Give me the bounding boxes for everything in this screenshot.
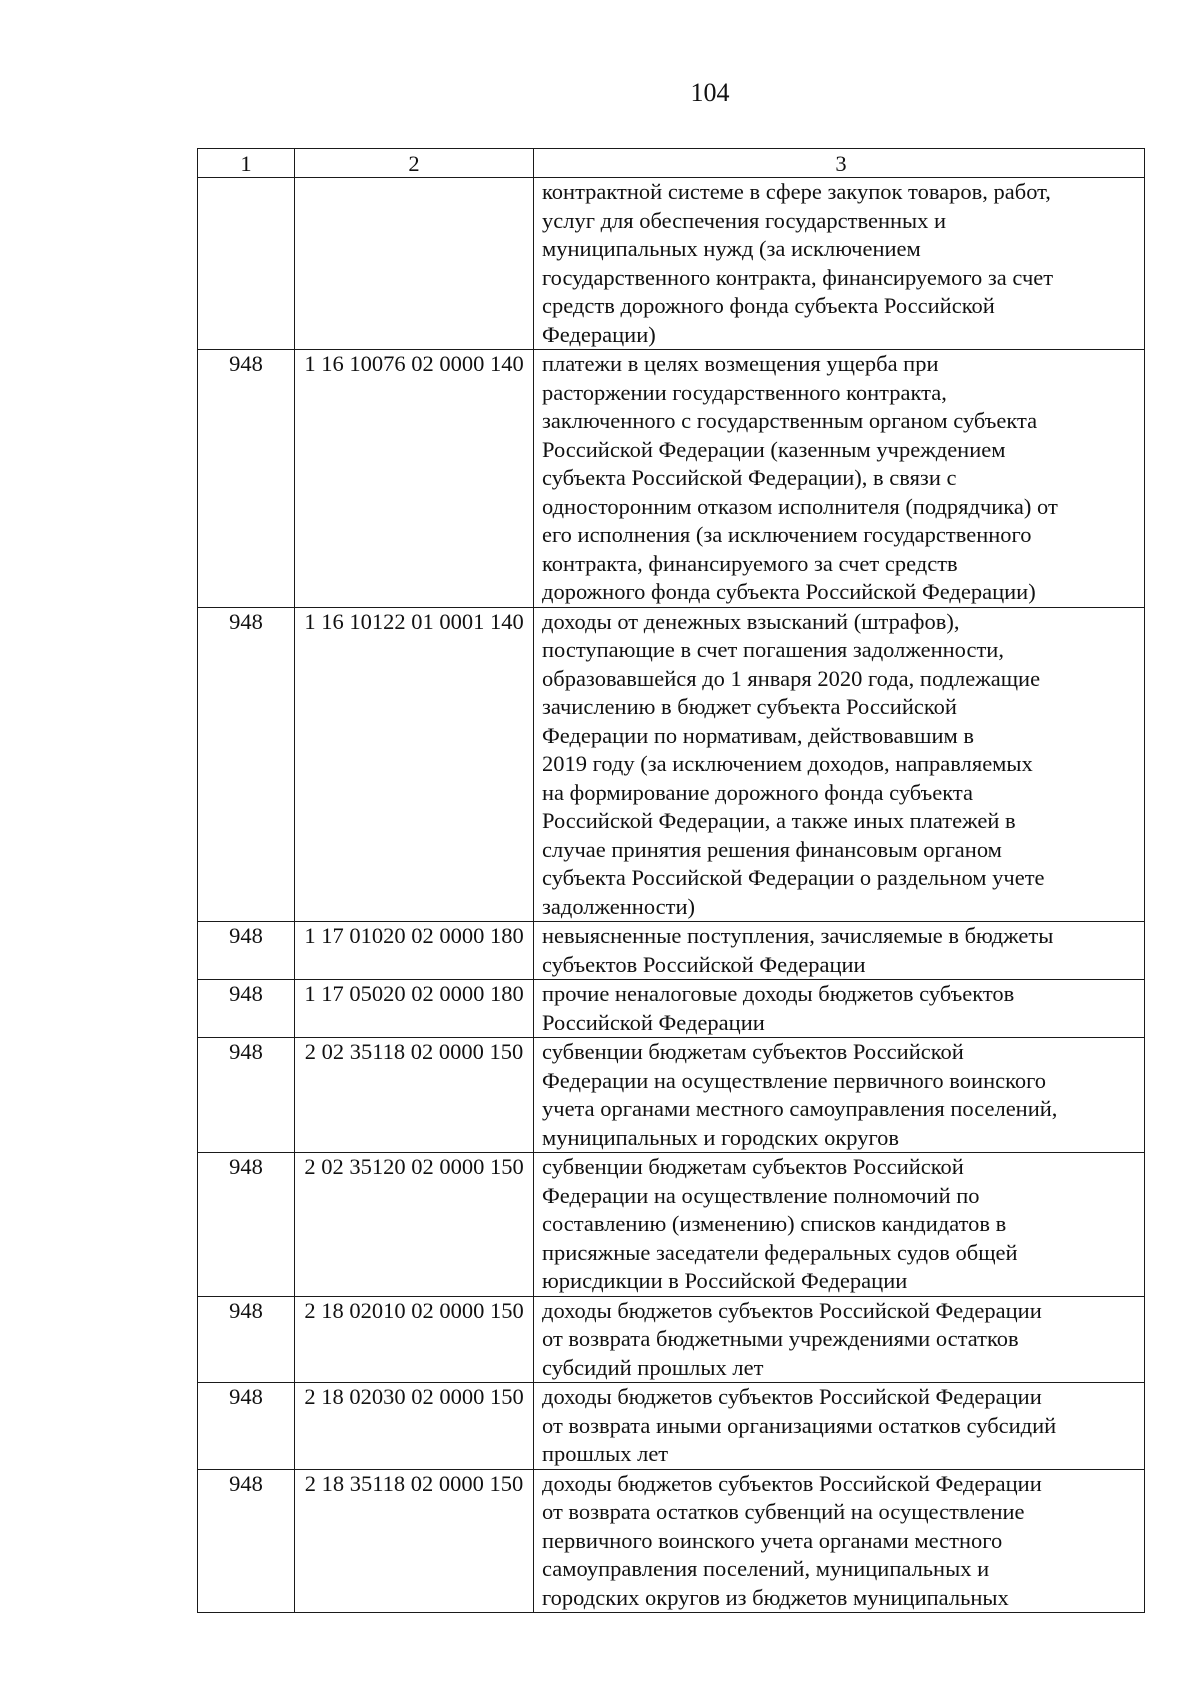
admin-code-cell: 948 <box>198 607 295 922</box>
admin-code-cell: 948 <box>198 1038 295 1153</box>
admin-code-cell <box>198 178 295 350</box>
description-line: муниципальных и городских округов <box>542 1124 900 1150</box>
description-line: юрисдикции в Российской Федерации <box>542 1268 908 1293</box>
admin-code-cell: 948 <box>198 1469 295 1613</box>
budget-classification-code-cell: 1 17 05020 02 0000 180 <box>295 980 534 1038</box>
budget-code-table <box>197 148 1145 1613</box>
description-line: контракта, финансируемого за счет средств <box>542 550 958 576</box>
admin-code-cell: 948 <box>198 1296 295 1383</box>
table-row <box>198 1296 1145 1383</box>
admin-code-cell: 948 <box>198 922 295 980</box>
column-header-2: 2 <box>295 149 534 178</box>
table-row <box>198 1153 1145 1297</box>
description-line: на формирование дорожного фонда субъекта <box>542 779 974 805</box>
description-line: прочие неналоговые доходы бюджетов субъектов <box>542 981 1015 1006</box>
description-line: доходы от денежных взысканий (штрафов), <box>542 608 960 634</box>
description-line: средств дорожного фонда субъекта Российской <box>542 293 995 318</box>
description-line: Российской Федерации, а также иных платежей в <box>542 808 1016 833</box>
description-line: доходы бюджетов субъектов Российской Федерации <box>542 1470 1042 1496</box>
income-description-cell <box>534 1296 1145 1383</box>
income-description-cell <box>534 1153 1145 1297</box>
description-line: заключенного с государственным органом субъекта <box>542 408 1038 433</box>
budget-classification-code-cell: 2 18 02030 02 0000 150 <box>295 1383 534 1470</box>
admin-code-cell: 948 <box>198 980 295 1038</box>
description-line: доходы бюджетов субъектов Российской Федерации <box>542 1297 1042 1323</box>
description-line: доходы бюджетов субъектов Российской Федерации <box>542 1384 1042 1409</box>
admin-code-cell: 948 <box>198 1153 295 1297</box>
table-row <box>198 178 1145 350</box>
description-line: Российской Федерации (казенным учреждением <box>542 436 1006 462</box>
income-description-cell <box>534 1469 1145 1613</box>
description-line: субъекта Российской Федерации о раздельном учете <box>542 865 1045 890</box>
description-line: от возврата бюджетными учреждениями остатков <box>542 1326 1019 1351</box>
description-line: первичного воинского учета органами местного <box>542 1527 1003 1553</box>
admin-code-cell: 948 <box>198 350 295 608</box>
income-description-cell <box>534 980 1145 1038</box>
description-line: прошлых лет <box>542 1441 669 1466</box>
description-line: расторжении государственного контракта, <box>542 379 947 405</box>
description-line: субъекта Российской Федерации), в связи с <box>542 465 957 490</box>
column-header-3: 3 <box>534 149 1145 178</box>
description-line: государственного контракта, финансируемого за счет <box>542 264 1054 290</box>
income-description-cell <box>534 1038 1145 1153</box>
description-line: платежи в целях возмещения ущерба при <box>542 351 939 376</box>
description-line: Российской Федерации <box>542 1009 765 1035</box>
budget-classification-code-cell: 1 16 10122 01 0001 140 <box>295 607 534 922</box>
description-line: Федерации) <box>542 321 656 347</box>
description-line: 2019 году (за исключением доходов, направляемых <box>542 751 1033 776</box>
table-row <box>198 1038 1145 1153</box>
column-header-1: 1 <box>198 149 295 178</box>
budget-classification-code-cell: 2 02 35120 02 0000 150 <box>295 1153 534 1297</box>
description-line: случае принятия решения финансовым органом <box>542 836 1002 862</box>
admin-code-cell: 948 <box>198 1383 295 1470</box>
income-description-cell <box>534 178 1145 350</box>
table-row <box>198 1383 1145 1470</box>
description-line: учета органами местного самоуправления поселений, <box>542 1096 1058 1121</box>
table-header-row <box>198 149 1145 178</box>
description-line: зачислению в бюджет субъекта Российской <box>542 694 957 719</box>
description-line: Федерации на осуществление первичного воинского <box>542 1067 1047 1093</box>
description-line: поступающие в счет погашения задолженности, <box>542 637 1004 662</box>
description-line: услуг для обеспечения государственных и <box>542 207 947 233</box>
table-row <box>198 350 1145 608</box>
description-line: односторонним отказом исполнителя (подрядчика) от <box>542 493 1058 519</box>
description-line: субсидий прошлых лет <box>542 1354 764 1380</box>
table-row <box>198 607 1145 922</box>
description-line: самоуправления поселений, муниципальных и <box>542 1556 990 1581</box>
description-line: составлению (изменению) списков кандидатов в <box>542 1211 1007 1236</box>
income-description-cell <box>534 350 1145 608</box>
table-row <box>198 922 1145 980</box>
description-line: субвенции бюджетам субъектов Российской <box>542 1154 964 1179</box>
table-row <box>198 1469 1145 1613</box>
description-line: контрактной системе в сфере закупок товаров, работ, <box>542 179 1051 204</box>
income-description-cell <box>534 1383 1145 1470</box>
description-line: задолженности) <box>542 893 695 919</box>
description-line: его исполнения (за исключением государственного <box>542 522 1032 547</box>
description-line: от возврата остатков субвенций на осуществление <box>542 1499 1025 1524</box>
description-line: присяжные заседатели федеральных судов общей <box>542 1239 1018 1265</box>
description-line: невыясненные поступления, зачисляемые в бюджеты <box>542 923 1054 948</box>
description-line: муниципальных нужд (за исключением <box>542 236 921 261</box>
income-description-cell <box>534 607 1145 922</box>
description-line: городских округов из бюджетов муниципальных <box>542 1584 1009 1610</box>
budget-classification-code-cell: 2 18 02010 02 0000 150 <box>295 1296 534 1383</box>
description-line: Федерации на осуществление полномочий по <box>542 1182 980 1208</box>
income-description-cell <box>534 922 1145 980</box>
budget-classification-code-cell: 2 02 35118 02 0000 150 <box>295 1038 534 1153</box>
budget-classification-code-cell: 1 16 10076 02 0000 140 <box>295 350 534 608</box>
budget-classification-code-cell: 2 18 35118 02 0000 150 <box>295 1469 534 1613</box>
budget-classification-code-cell: 1 17 01020 02 0000 180 <box>295 922 534 980</box>
page-number: 104 <box>690 78 730 107</box>
description-line: субъектов Российской Федерации <box>542 951 866 977</box>
description-line: дорожного фонда субъекта Российской Федерации) <box>542 579 1036 604</box>
budget-classification-code-cell <box>295 178 534 350</box>
description-line: образовавшейся до 1 января 2020 года, подлежащие <box>542 665 1041 691</box>
description-line: субвенции бюджетам субъектов Российской <box>542 1039 964 1064</box>
table-row <box>198 980 1145 1038</box>
description-line: Федерации по нормативам, действовавшим в <box>542 722 974 748</box>
description-line: от возврата иными организациями остатков субсидий <box>542 1412 1057 1438</box>
